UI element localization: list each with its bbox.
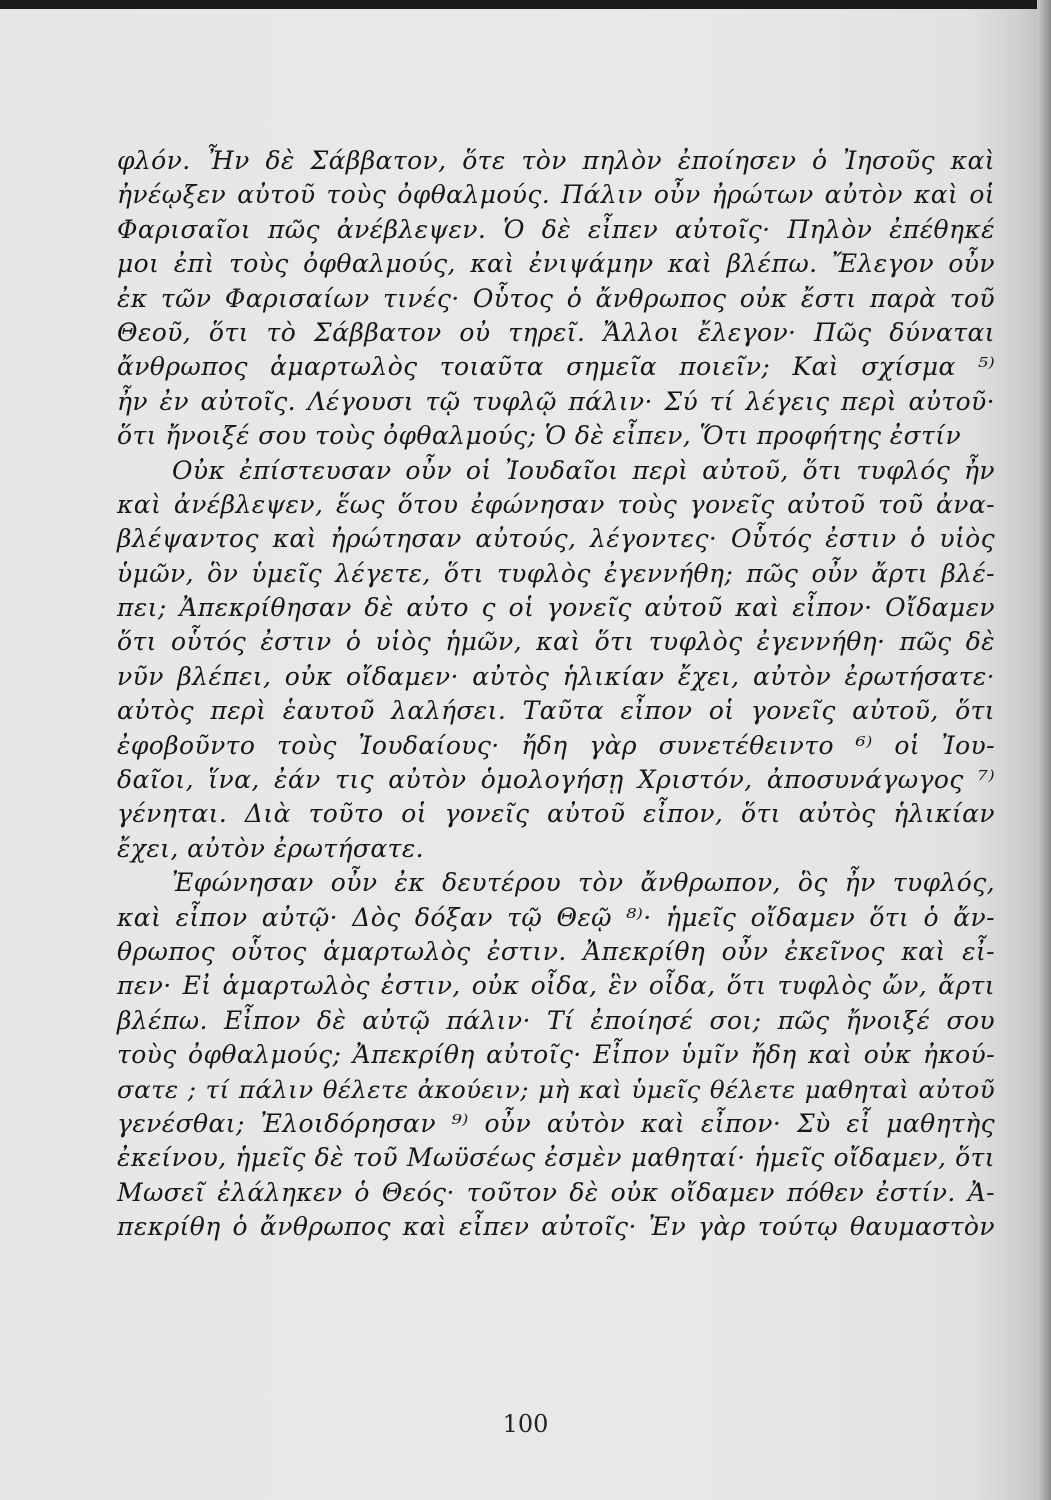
text-line: νῦν βλέπει, οὐκ οἴδαμεν· αὐτὸς ἡλικίαν ἔχει, αὐτὸν ἐρωτήσατε·	[117, 661, 995, 691]
text-line: Οὐκ ἐπίστευσαν οὖν οἱ Ἰουδαῖοι περὶ αὐτοῦ, ὅτι τυφλός ἦν	[172, 455, 995, 485]
paragraph-2	[117, 454, 995, 867]
text-line: ἐφοβοῦντο τοὺς Ἰουδαίους· ἤδη γὰρ συνετέθειντο ⁶⁾ οἱ Ἰου-	[117, 730, 995, 760]
text-line: πεν· Εἰ ἁμαρτωλὸς ἐστιν, οὐκ οἶδα, ἓν οἶδα, ὅτι τυφλὸς ὤν, ἄρτι	[117, 971, 995, 1001]
text-line: βλέπω. Εἶπον δὲ αὐτῷ πάλιν· Τί ἐποίησέ σοι; πῶς ἤνοιξέ σου	[117, 1005, 995, 1035]
text-line: Ἐφώνησαν οὖν ἐκ δευτέρου τὸν ἄνθρωπον, ὃς ἦν τυφλός,	[172, 868, 995, 898]
paragraph-3	[117, 866, 995, 1244]
text-line: ἄνθρωπος ἁμαρτωλὸς τοιαῦτα σημεῖα ποιεῖν; Καὶ σχίσμα ⁵⁾	[117, 352, 995, 382]
text-line: θρωπος οὗτος ἁμαρτωλὸς ἐστιν. Ἀπεκρίθη οὖν ἐκεῖνος καὶ εἶ-	[117, 936, 995, 966]
text-line: ὅτι οὗτός ἐστιν ὁ υἱὸς ἡμῶν, καὶ ὅτι τυφλὸς ἐγεννήθη· πῶς δὲ	[117, 627, 995, 657]
page-number: 100	[502, 1410, 549, 1438]
text-line: τοὺς ὀφθαλμούς; Ἀπεκρίθη αὐτοῖς· Εἶπον ὑμῖν ἤδη καὶ οὐκ ἠκού-	[117, 1040, 995, 1070]
text-line: δαῖοι, ἵνα, ἐάν τις αὐτὸν ὁμολογήσῃ Χριστόν, ἀποσυνάγωγος ⁷⁾	[117, 765, 995, 795]
text-line: καὶ εἶπον αὐτῷ· Δὸς δόξαν τῷ Θεῷ ⁸⁾· ἡμεῖς οἴδαμεν ὅτι ὁ ἄν-	[117, 902, 995, 932]
text-line: ἐκείνου, ἡμεῖς δὲ τοῦ Μωϋσέως ἐσμὲν μαθηταί· ἡμεῖς οἴδαμεν, ὅτι	[117, 1143, 995, 1173]
text-line: Φαρισαῖοι πῶς ἀνέβλεψεν. Ὁ δὲ εἶπεν αὐτοῖς· Πηλὸν ἐπέθηκέ	[117, 214, 995, 244]
text-line: γενέσθαι; Ἐλοιδόρησαν ⁹⁾ οὖν αὐτὸν καὶ εἶπον· Σὺ εἶ μαθητὴς	[117, 1108, 995, 1138]
text-line: φλόν. Ἦν δὲ Σάββατον, ὅτε τὸν πηλὸν ἐποίησεν ὁ Ἰησοῦς καὶ	[117, 146, 995, 175]
text-line: αὐτὸς περὶ ἑαυτοῦ λαλήσει. Ταῦτα εἶπον οἱ γονεῖς αὐτοῦ, ὅτι	[117, 696, 995, 726]
scan-top-border	[0, 0, 1051, 9]
text-line: ὑμῶν, ὃν ὑμεῖς λέγετε, ὅτι τυφλὸς ἐγεννήθη; πῶς οὖν ἄρτι βλέ-	[117, 558, 995, 588]
text-line: σατε ; τί πάλιν θέλετε ἀκούειν; μὴ καὶ ὑμεῖς θέλετε μαθηταὶ αὐτοῦ	[117, 1074, 995, 1104]
text-line: πει; Ἀπεκρίθησαν δὲ αὐτο ς οἱ γονεῖς αὐτοῦ καὶ εἶπον· Οἴδαμεν	[117, 593, 995, 623]
text-line: ἠνέῳξεν αὐτοῦ τοὺς ὀφθαλμούς. Πάλιν οὖν ἠρώτων αὐτὸν καὶ οἱ	[117, 180, 995, 210]
text-line: ὅτι ἤνοιξέ σου τοὺς ὀφθαλμούς; Ὁ δὲ εἶπεν, Ὅτι προφήτης ἐστίν	[117, 421, 962, 451]
text-line: ἦν ἐν αὐτοῖς. Λέγουσι τῷ τυφλῷ πάλιν· Σύ τί λέγεις περὶ αὐτοῦ·	[117, 386, 995, 416]
text-line: βλέψαντος καὶ ἠρώτησαν αὐτούς, λέγοντες· Οὗτός ἐστιν ὁ υἱὸς	[117, 524, 995, 554]
text-line: γένηται. Διὰ τοῦτο οἱ γονεῖς αὐτοῦ εἶπον, ὅτι αὐτὸς ἡλικίαν	[117, 799, 995, 829]
text-line: καὶ ἀνέβλεψεν, ἕως ὅτου ἐφώνησαν τοὺς γονεῖς αὐτοῦ τοῦ ἀνα-	[117, 489, 995, 519]
text-line: ἔχει, αὐτὸν ἐρωτήσατε.	[117, 833, 425, 863]
paragraph-1	[117, 144, 995, 454]
text-line: Μωσεῖ ἐλάληκεν ὁ Θεός· τοῦτον δὲ οὐκ οἴδαμεν πόθεν ἐστίν. Ἀ-	[117, 1177, 995, 1207]
text-line: Θεοῦ, ὅτι τὸ Σάββατον οὐ τηρεῖ. Ἄλλοι ἔλεγον· Πῶς δύναται	[117, 317, 995, 347]
book-spine-shadow	[1037, 0, 1051, 1500]
text-line: μοι ἐπὶ τοὺς ὀφθαλμούς, καὶ ἐνιψάμην καὶ βλέπω. Ἔλεγον οὖν	[117, 249, 995, 279]
body-text	[117, 144, 995, 1245]
text-line: πεκρίθη ὁ ἄνθρωπος καὶ εἶπεν αὐτοῖς· Ἐν γὰρ τούτῳ θαυμαστὸν	[117, 1212, 995, 1242]
text-line: ἐκ τῶν Φαρισαίων τινές· Οὗτος ὁ ἄνθρωπος οὐκ ἔστι παρὰ τοῦ	[117, 283, 995, 313]
